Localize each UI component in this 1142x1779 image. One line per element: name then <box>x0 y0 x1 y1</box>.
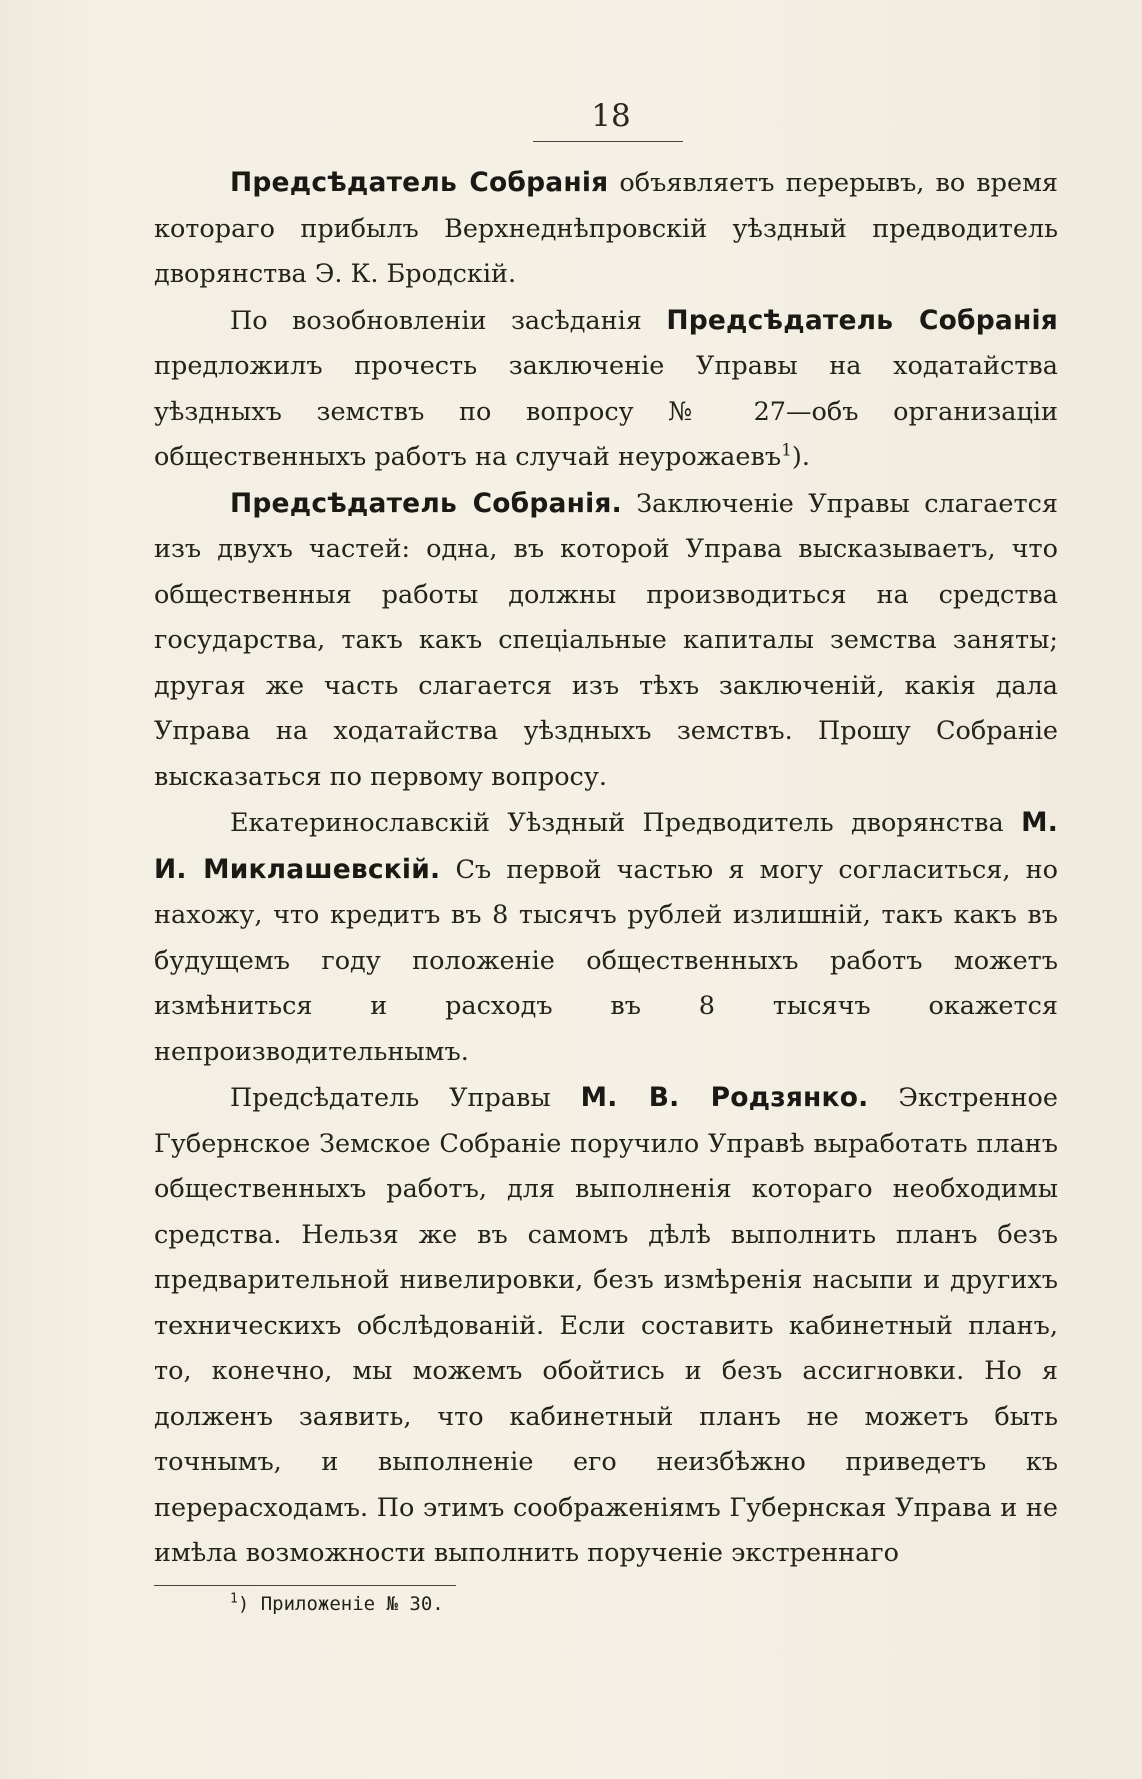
footnote <box>230 1593 444 1615</box>
paragraph-text: объявляетъ перерывъ, во время котораго прибылъ Верхнеднѣпровскій уѣздный предводитель дворянства Э. К. Бродскій. <box>154 168 1058 289</box>
footnote-text: ) Приложеніе № 30. <box>237 1593 444 1615</box>
paragraph-intro: Екатеринославскій Уѣздный Предводитель дворянства <box>230 808 1022 838</box>
page-number-rule <box>533 141 683 142</box>
page-number: 18 <box>591 98 631 134</box>
body-text <box>154 160 1058 1577</box>
footnote-rule <box>154 1585 456 1586</box>
paragraph-5 <box>154 1075 1058 1577</box>
speaker-name: М. В. Родзянко. <box>580 1082 869 1113</box>
speaker-name: М. И. Миклашевскій. <box>154 807 1058 885</box>
paragraph-text: Заключеніе Управы слагается изъ двухъ частей: одна, въ которой Управа высказываетъ, что общественныя работы должны производиться на средства государства, такъ какъ спеціальные капиталы земства заняты; другая же часть слагается изъ тѣхъ заключеній, какія дала Управа на ходатайства уѣздныхъ земствъ. Прошу Собраніе высказаться по первому вопросу. <box>154 488 1059 792</box>
paragraph-1 <box>154 160 1058 298</box>
paragraph-text: Съ первой частью я могу согласиться, но нахожу, что кредитъ въ 8 тысячъ рублей излишній, такъ какъ въ будущемъ году положеніе общественныхъ работъ можетъ измѣниться и расходъ въ 8 тысячъ окажется непроизводительнымъ. <box>154 854 1059 1067</box>
paragraph-intro: Предсѣдатель Управы <box>230 1083 581 1113</box>
paragraph-2 <box>154 298 1058 481</box>
paragraph-text: предложилъ прочесть заключеніе Управы на ходатайства уѣздныхъ земствъ по вопросу № 27—объ организаціи общественныхъ работъ на случай неурожаевъ <box>154 351 1058 472</box>
speaker-name: Предсѣдатель Собранія. <box>230 487 622 519</box>
paragraph-intro: По возобновленіи засѣданія <box>230 305 667 336</box>
paragraph-tail: ). <box>791 442 810 472</box>
paragraph-text: Экстренное Губернское Земское Собраніе поручило Управѣ выработать планъ общественныхъ работъ, для выполненія котораго необходимы средства. Нельзя же въ самомъ дѣлѣ выполнить планъ безъ предварительной нивелировки, безъ измѣренія насыпи и другихъ техническихъ обслѣдованій. Если составить кабинетный планъ, то, конечно, мы можемъ обойтись и безъ ассигновки. Но я долженъ заявить, что кабинетный планъ не можетъ быть точнымъ, и выполненіе его неизбѣжно приведетъ къ перерасходамъ. По этимъ соображеніямъ Губернская Управа и не имѣла возможности выполнить порученіе экстреннаго <box>154 1083 1059 1568</box>
paragraph-3 <box>154 481 1058 801</box>
footnote-reference[interactable]: 1 <box>781 440 792 461</box>
footnote-marker: 1 <box>230 1591 238 1607</box>
speaker-name: Предсѣдатель Собранія <box>230 167 609 198</box>
paragraph-4 <box>154 800 1058 1075</box>
speaker-name: Предсѣдатель Собранія <box>666 304 1059 336</box>
